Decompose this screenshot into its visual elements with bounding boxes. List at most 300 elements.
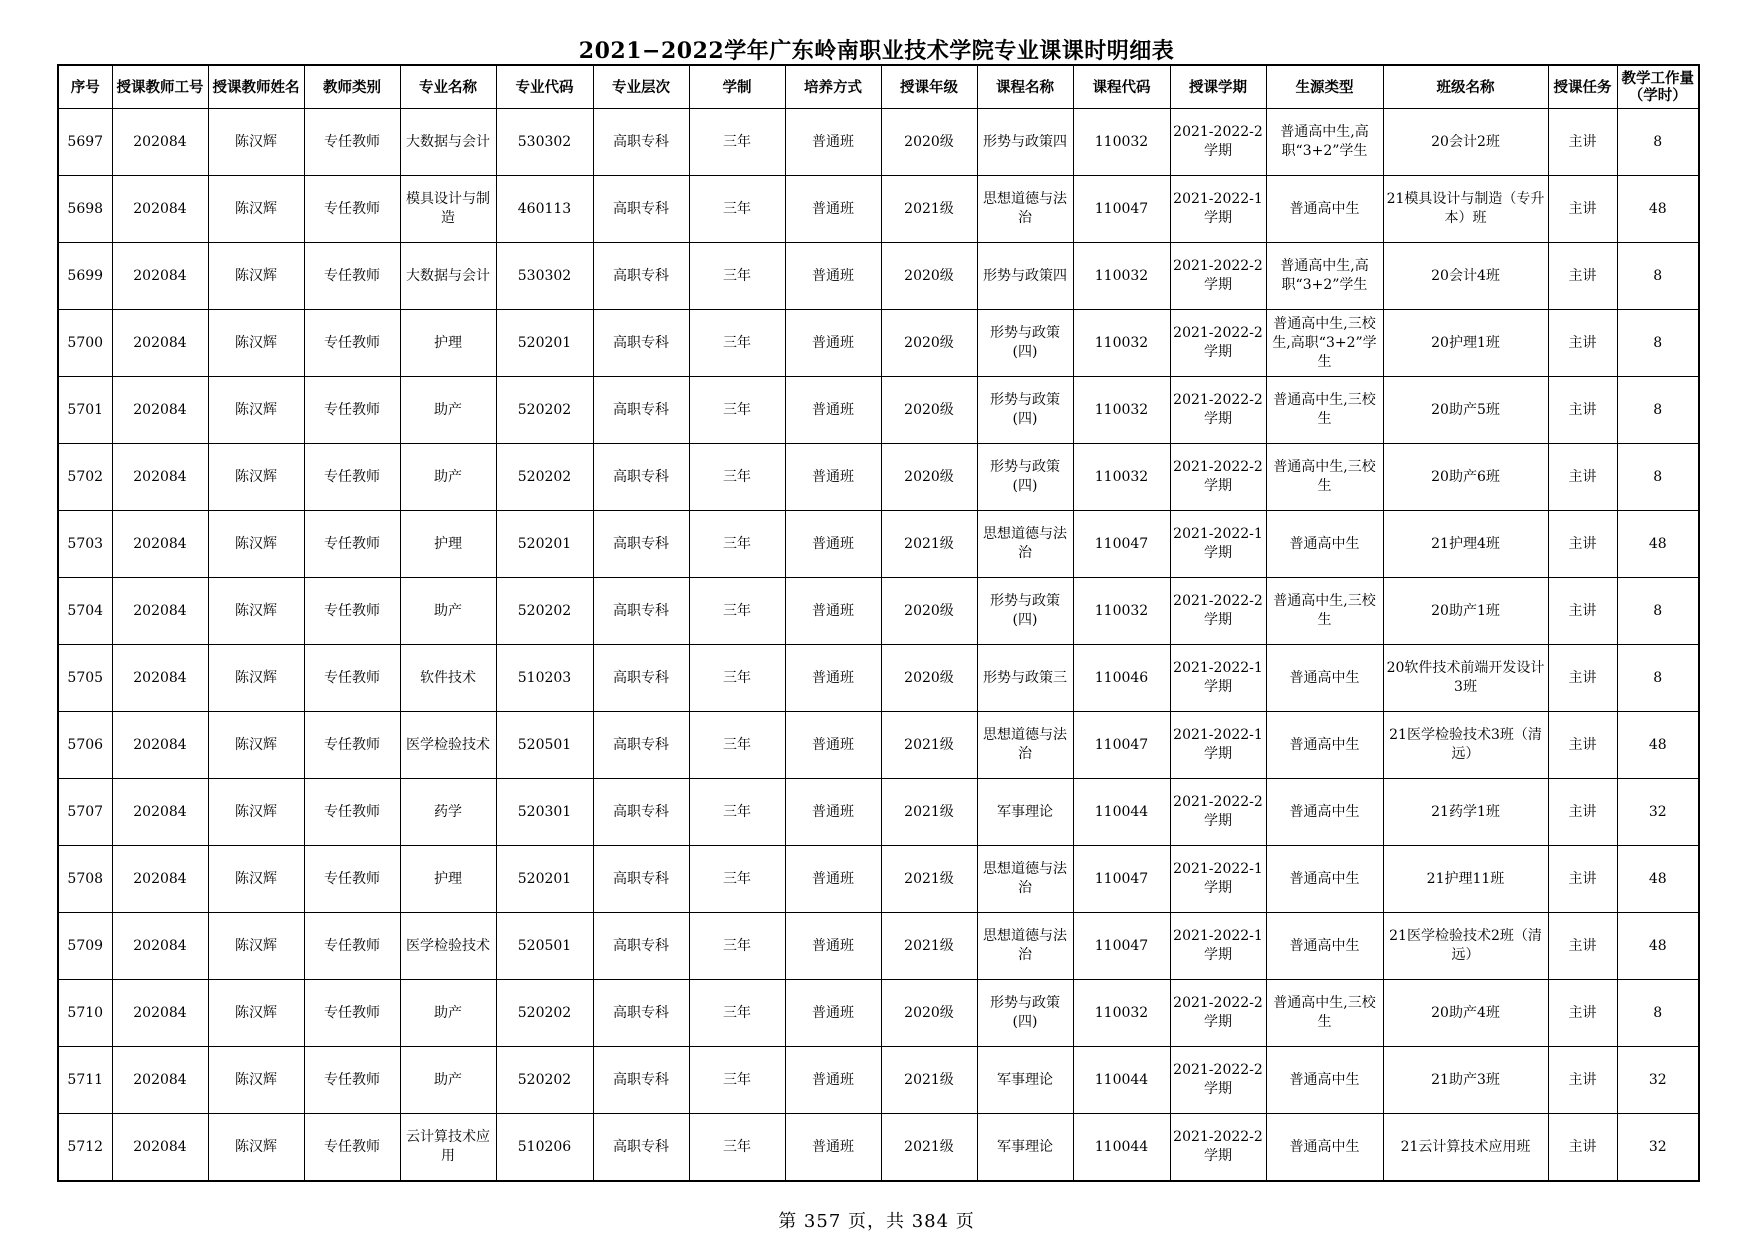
cell-teacher-name: 陈汉辉 (208, 779, 304, 846)
cell-course-code: 110047 (1073, 712, 1170, 779)
cell-duration: 三年 (689, 109, 785, 176)
cell-task: 主讲 (1548, 243, 1617, 310)
cell-class-name: 21云计算技术应用班 (1383, 1114, 1548, 1182)
cell-task: 主讲 (1548, 176, 1617, 243)
cell-major-level: 高职专科 (593, 779, 689, 846)
cell-major-code: 530302 (496, 109, 593, 176)
cell-major-name: 软件技术 (400, 645, 496, 712)
cell-semester: 2021-2022-2学期 (1170, 578, 1266, 645)
cell-teacher-name: 陈汉辉 (208, 176, 304, 243)
cell-index: 5709 (58, 913, 112, 980)
cell-student-source: 普通高中生,高职“3+2”学生 (1266, 243, 1383, 310)
cell-task: 主讲 (1548, 712, 1617, 779)
col-header-teacher-name: 授课教师姓名 (208, 65, 304, 109)
cell-student-source: 普通高中生,三校生 (1266, 578, 1383, 645)
col-header-workload: 教学工作量（学时） (1617, 65, 1699, 109)
cell-teacher-id: 202084 (112, 578, 208, 645)
cell-semester: 2021-2022-2学期 (1170, 310, 1266, 377)
cell-major-name: 医学检验技术 (400, 913, 496, 980)
cell-teacher-type: 专任教师 (304, 980, 400, 1047)
cell-task: 主讲 (1548, 846, 1617, 913)
cell-teacher-id: 202084 (112, 913, 208, 980)
cell-workload: 8 (1617, 109, 1699, 176)
cell-training-mode: 普通班 (785, 779, 881, 846)
cell-teacher-id: 202084 (112, 176, 208, 243)
cell-grade: 2021级 (881, 779, 977, 846)
cell-major-level: 高职专科 (593, 846, 689, 913)
cell-major-code: 520501 (496, 913, 593, 980)
cell-duration: 三年 (689, 779, 785, 846)
cell-index: 5704 (58, 578, 112, 645)
cell-course-code: 110047 (1073, 176, 1170, 243)
cell-class-name: 21护理4班 (1383, 511, 1548, 578)
cell-course-name: 形势与政策四 (977, 109, 1073, 176)
cell-teacher-name: 陈汉辉 (208, 578, 304, 645)
cell-workload: 32 (1617, 1047, 1699, 1114)
col-header-major-level: 专业层次 (593, 65, 689, 109)
cell-semester: 2021-2022-2学期 (1170, 1047, 1266, 1114)
cell-student-source: 普通高中生 (1266, 846, 1383, 913)
cell-major-level: 高职专科 (593, 578, 689, 645)
cell-training-mode: 普通班 (785, 1114, 881, 1182)
cell-grade: 2021级 (881, 913, 977, 980)
cell-training-mode: 普通班 (785, 310, 881, 377)
cell-grade: 2020级 (881, 243, 977, 310)
cell-duration: 三年 (689, 511, 785, 578)
cell-course-name: 形势与政策(四) (977, 980, 1073, 1047)
cell-student-source: 普通高中生,三校生 (1266, 444, 1383, 511)
cell-teacher-type: 专任教师 (304, 1114, 400, 1182)
cell-workload: 8 (1617, 578, 1699, 645)
table-row (58, 712, 1699, 779)
cell-major-level: 高职专科 (593, 243, 689, 310)
cell-training-mode: 普通班 (785, 578, 881, 645)
cell-teacher-id: 202084 (112, 377, 208, 444)
cell-semester: 2021-2022-2学期 (1170, 779, 1266, 846)
cell-training-mode: 普通班 (785, 645, 881, 712)
cell-grade: 2020级 (881, 377, 977, 444)
cell-semester: 2021-2022-2学期 (1170, 1114, 1266, 1182)
col-header-duration: 学制 (689, 65, 785, 109)
cell-grade: 2021级 (881, 712, 977, 779)
cell-course-name: 形势与政策四 (977, 243, 1073, 310)
cell-grade: 2021级 (881, 1047, 977, 1114)
cell-teacher-name: 陈汉辉 (208, 109, 304, 176)
cell-task: 主讲 (1548, 109, 1617, 176)
table-row (58, 176, 1699, 243)
cell-major-level: 高职专科 (593, 109, 689, 176)
cell-teacher-type: 专任教师 (304, 176, 400, 243)
cell-workload: 8 (1617, 377, 1699, 444)
cell-teacher-id: 202084 (112, 645, 208, 712)
cell-duration: 三年 (689, 444, 785, 511)
cell-semester: 2021-2022-1学期 (1170, 846, 1266, 913)
cell-teacher-name: 陈汉辉 (208, 645, 304, 712)
cell-index: 5707 (58, 779, 112, 846)
cell-course-code: 110047 (1073, 913, 1170, 980)
cell-grade: 2020级 (881, 578, 977, 645)
cell-teacher-name: 陈汉辉 (208, 980, 304, 1047)
cell-training-mode: 普通班 (785, 377, 881, 444)
cell-course-code: 110032 (1073, 444, 1170, 511)
cell-index: 5701 (58, 377, 112, 444)
cell-course-name: 形势与政策三 (977, 645, 1073, 712)
cell-major-code: 520201 (496, 846, 593, 913)
cell-teacher-id: 202084 (112, 310, 208, 377)
cell-class-name: 20助产4班 (1383, 980, 1548, 1047)
cell-teacher-id: 202084 (112, 511, 208, 578)
cell-workload: 32 (1617, 1114, 1699, 1182)
cell-teacher-id: 202084 (112, 243, 208, 310)
cell-course-code: 110046 (1073, 645, 1170, 712)
cell-workload: 48 (1617, 511, 1699, 578)
cell-class-name: 20助产5班 (1383, 377, 1548, 444)
cell-workload: 8 (1617, 444, 1699, 511)
cell-duration: 三年 (689, 243, 785, 310)
cell-teacher-name: 陈汉辉 (208, 511, 304, 578)
cell-major-name: 模具设计与制造 (400, 176, 496, 243)
cell-major-code: 530302 (496, 243, 593, 310)
cell-duration: 三年 (689, 645, 785, 712)
col-header-task: 授课任务 (1548, 65, 1617, 109)
cell-student-source: 普通高中生 (1266, 1114, 1383, 1182)
cell-student-source: 普通高中生,三校生 (1266, 980, 1383, 1047)
page-title: 2021−2022学年广东岭南职业技术学院专业课课时明细表 (578, 38, 1175, 64)
cell-semester: 2021-2022-1学期 (1170, 176, 1266, 243)
cell-workload: 48 (1617, 176, 1699, 243)
cell-student-source: 普通高中生 (1266, 645, 1383, 712)
cell-major-level: 高职专科 (593, 444, 689, 511)
cell-training-mode: 普通班 (785, 109, 881, 176)
cell-major-name: 助产 (400, 1047, 496, 1114)
col-header-course-name: 课程名称 (977, 65, 1073, 109)
cell-duration: 三年 (689, 578, 785, 645)
cell-teacher-name: 陈汉辉 (208, 1047, 304, 1114)
cell-task: 主讲 (1548, 980, 1617, 1047)
table-row (58, 1047, 1699, 1114)
cell-duration: 三年 (689, 1047, 785, 1114)
cell-major-code: 520301 (496, 779, 593, 846)
cell-major-code: 520202 (496, 1047, 593, 1114)
cell-major-name: 助产 (400, 578, 496, 645)
cell-course-name: 思想道德与法治 (977, 712, 1073, 779)
cell-major-name: 助产 (400, 980, 496, 1047)
cell-grade: 2020级 (881, 444, 977, 511)
course-hours-table (57, 64, 1700, 1182)
col-header-index: 序号 (58, 65, 112, 109)
cell-training-mode: 普通班 (785, 1047, 881, 1114)
cell-major-level: 高职专科 (593, 377, 689, 444)
cell-course-name: 军事理论 (977, 1047, 1073, 1114)
cell-teacher-id: 202084 (112, 846, 208, 913)
cell-course-code: 110032 (1073, 578, 1170, 645)
cell-course-name: 形势与政策(四) (977, 377, 1073, 444)
cell-duration: 三年 (689, 176, 785, 243)
cell-semester: 2021-2022-1学期 (1170, 645, 1266, 712)
cell-student-source: 普通高中生 (1266, 1047, 1383, 1114)
cell-major-level: 高职专科 (593, 645, 689, 712)
cell-grade: 2021级 (881, 176, 977, 243)
cell-task: 主讲 (1548, 1047, 1617, 1114)
cell-teacher-id: 202084 (112, 779, 208, 846)
cell-teacher-type: 专任教师 (304, 511, 400, 578)
cell-major-name: 护理 (400, 511, 496, 578)
cell-course-name: 军事理论 (977, 1114, 1073, 1182)
col-header-major-name: 专业名称 (400, 65, 496, 109)
cell-course-code: 110047 (1073, 511, 1170, 578)
table-row (58, 377, 1699, 444)
cell-class-name: 21医学检验技术2班（清远） (1383, 913, 1548, 980)
col-header-teacher-id: 授课教师工号 (112, 65, 208, 109)
cell-major-code: 510206 (496, 1114, 593, 1182)
cell-training-mode: 普通班 (785, 176, 881, 243)
cell-course-name: 思想道德与法治 (977, 913, 1073, 980)
col-header-grade: 授课年级 (881, 65, 977, 109)
cell-teacher-id: 202084 (112, 109, 208, 176)
cell-course-name: 思想道德与法治 (977, 846, 1073, 913)
cell-teacher-type: 专任教师 (304, 377, 400, 444)
cell-teacher-type: 专任教师 (304, 779, 400, 846)
cell-task: 主讲 (1548, 1114, 1617, 1182)
col-header-student-source: 生源类型 (1266, 65, 1383, 109)
cell-duration: 三年 (689, 980, 785, 1047)
cell-duration: 三年 (689, 310, 785, 377)
cell-task: 主讲 (1548, 779, 1617, 846)
cell-index: 5698 (58, 176, 112, 243)
cell-index: 5703 (58, 511, 112, 578)
cell-course-code: 110044 (1073, 779, 1170, 846)
table-row (58, 645, 1699, 712)
cell-student-source: 普通高中生,高职“3+2”学生 (1266, 109, 1383, 176)
table-header-row (58, 65, 1699, 109)
cell-grade: 2020级 (881, 109, 977, 176)
cell-major-name: 医学检验技术 (400, 712, 496, 779)
cell-teacher-type: 专任教师 (304, 913, 400, 980)
cell-major-code: 520202 (496, 377, 593, 444)
cell-training-mode: 普通班 (785, 980, 881, 1047)
col-header-class-name: 班级名称 (1383, 65, 1548, 109)
cell-workload: 8 (1617, 980, 1699, 1047)
cell-course-code: 110032 (1073, 980, 1170, 1047)
table-row (58, 846, 1699, 913)
cell-class-name: 21助产3班 (1383, 1047, 1548, 1114)
col-header-course-code: 课程代码 (1073, 65, 1170, 109)
cell-semester: 2021-2022-2学期 (1170, 109, 1266, 176)
cell-teacher-type: 专任教师 (304, 645, 400, 712)
cell-teacher-type: 专任教师 (304, 243, 400, 310)
cell-teacher-id: 202084 (112, 444, 208, 511)
cell-student-source: 普通高中生 (1266, 779, 1383, 846)
cell-student-source: 普通高中生 (1266, 712, 1383, 779)
cell-index: 5697 (58, 109, 112, 176)
cell-course-name: 形势与政策(四) (977, 310, 1073, 377)
table-row (58, 511, 1699, 578)
col-header-major-code: 专业代码 (496, 65, 593, 109)
cell-task: 主讲 (1548, 645, 1617, 712)
cell-teacher-name: 陈汉辉 (208, 243, 304, 310)
cell-index: 5710 (58, 980, 112, 1047)
cell-teacher-type: 专任教师 (304, 444, 400, 511)
cell-major-code: 510203 (496, 645, 593, 712)
cell-training-mode: 普通班 (785, 444, 881, 511)
cell-teacher-name: 陈汉辉 (208, 913, 304, 980)
table-row (58, 1114, 1699, 1182)
cell-student-source: 普通高中生,三校生 (1266, 377, 1383, 444)
cell-teacher-type: 专任教师 (304, 578, 400, 645)
cell-training-mode: 普通班 (785, 511, 881, 578)
cell-major-level: 高职专科 (593, 980, 689, 1047)
cell-semester: 2021-2022-2学期 (1170, 444, 1266, 511)
cell-semester: 2021-2022-2学期 (1170, 377, 1266, 444)
cell-teacher-type: 专任教师 (304, 712, 400, 779)
cell-workload: 8 (1617, 243, 1699, 310)
cell-index: 5699 (58, 243, 112, 310)
cell-workload: 48 (1617, 846, 1699, 913)
cell-major-name: 大数据与会计 (400, 109, 496, 176)
cell-course-name: 形势与政策(四) (977, 578, 1073, 645)
cell-grade: 2020级 (881, 645, 977, 712)
cell-teacher-id: 202084 (112, 1047, 208, 1114)
cell-grade: 2020级 (881, 310, 977, 377)
cell-teacher-id: 202084 (112, 980, 208, 1047)
cell-grade: 2021级 (881, 511, 977, 578)
cell-major-level: 高职专科 (593, 712, 689, 779)
cell-workload: 32 (1617, 779, 1699, 846)
cell-teacher-id: 202084 (112, 1114, 208, 1182)
cell-grade: 2021级 (881, 1114, 977, 1182)
cell-class-name: 21医学检验技术3班（清远） (1383, 712, 1548, 779)
cell-index: 5702 (58, 444, 112, 511)
table-row (58, 779, 1699, 846)
cell-grade: 2020级 (881, 980, 977, 1047)
cell-duration: 三年 (689, 913, 785, 980)
cell-training-mode: 普通班 (785, 712, 881, 779)
cell-major-code: 460113 (496, 176, 593, 243)
cell-teacher-type: 专任教师 (304, 1047, 400, 1114)
cell-semester: 2021-2022-1学期 (1170, 712, 1266, 779)
cell-class-name: 21药学1班 (1383, 779, 1548, 846)
cell-teacher-id: 202084 (112, 712, 208, 779)
cell-task: 主讲 (1548, 913, 1617, 980)
cell-major-code: 520202 (496, 980, 593, 1047)
cell-semester: 2021-2022-1学期 (1170, 913, 1266, 980)
cell-task: 主讲 (1548, 444, 1617, 511)
cell-task: 主讲 (1548, 310, 1617, 377)
cell-index: 5711 (58, 1047, 112, 1114)
cell-course-code: 110044 (1073, 1047, 1170, 1114)
cell-major-code: 520202 (496, 578, 593, 645)
cell-index: 5712 (58, 1114, 112, 1182)
cell-major-level: 高职专科 (593, 1047, 689, 1114)
cell-course-name: 思想道德与法治 (977, 511, 1073, 578)
cell-duration: 三年 (689, 377, 785, 444)
cell-class-name: 20会计4班 (1383, 243, 1548, 310)
cell-course-name: 形势与政策(四) (977, 444, 1073, 511)
cell-training-mode: 普通班 (785, 243, 881, 310)
page-number: 第 357 页，共 384 页 (778, 1211, 975, 1232)
cell-major-name: 助产 (400, 444, 496, 511)
cell-course-code: 110032 (1073, 310, 1170, 377)
table-row (58, 109, 1699, 176)
cell-task: 主讲 (1548, 511, 1617, 578)
cell-class-name: 20护理1班 (1383, 310, 1548, 377)
cell-student-source: 普通高中生,三校生,高职“3+2”学生 (1266, 310, 1383, 377)
cell-workload: 48 (1617, 913, 1699, 980)
cell-major-level: 高职专科 (593, 1114, 689, 1182)
cell-task: 主讲 (1548, 377, 1617, 444)
cell-duration: 三年 (689, 846, 785, 913)
cell-workload: 8 (1617, 310, 1699, 377)
cell-task: 主讲 (1548, 578, 1617, 645)
cell-class-name: 21护理11班 (1383, 846, 1548, 913)
cell-course-name: 军事理论 (977, 779, 1073, 846)
cell-major-level: 高职专科 (593, 176, 689, 243)
table-row (58, 310, 1699, 377)
cell-major-name: 助产 (400, 377, 496, 444)
cell-course-code: 110047 (1073, 846, 1170, 913)
cell-major-level: 高职专科 (593, 913, 689, 980)
cell-teacher-name: 陈汉辉 (208, 310, 304, 377)
cell-duration: 三年 (689, 1114, 785, 1182)
cell-teacher-type: 专任教师 (304, 310, 400, 377)
cell-major-level: 高职专科 (593, 511, 689, 578)
cell-semester: 2021-2022-1学期 (1170, 511, 1266, 578)
cell-course-name: 思想道德与法治 (977, 176, 1073, 243)
cell-semester: 2021-2022-2学期 (1170, 243, 1266, 310)
cell-training-mode: 普通班 (785, 846, 881, 913)
table-row (58, 243, 1699, 310)
table-row (58, 578, 1699, 645)
cell-index: 5708 (58, 846, 112, 913)
cell-major-name: 护理 (400, 310, 496, 377)
cell-major-code: 520501 (496, 712, 593, 779)
cell-index: 5706 (58, 712, 112, 779)
cell-course-code: 110044 (1073, 1114, 1170, 1182)
cell-major-name: 护理 (400, 846, 496, 913)
table-row (58, 444, 1699, 511)
cell-class-name: 21模具设计与制造（专升本）班 (1383, 176, 1548, 243)
cell-student-source: 普通高中生 (1266, 511, 1383, 578)
table-body (58, 109, 1699, 1182)
cell-major-name: 大数据与会计 (400, 243, 496, 310)
cell-semester: 2021-2022-2学期 (1170, 980, 1266, 1047)
col-header-teacher-type: 教师类别 (304, 65, 400, 109)
cell-class-name: 20助产1班 (1383, 578, 1548, 645)
cell-course-code: 110032 (1073, 243, 1170, 310)
col-header-semester: 授课学期 (1170, 65, 1266, 109)
cell-teacher-name: 陈汉辉 (208, 377, 304, 444)
cell-teacher-name: 陈汉辉 (208, 444, 304, 511)
cell-teacher-type: 专任教师 (304, 846, 400, 913)
cell-major-code: 520201 (496, 511, 593, 578)
cell-teacher-name: 陈汉辉 (208, 712, 304, 779)
cell-index: 5705 (58, 645, 112, 712)
cell-course-code: 110032 (1073, 377, 1170, 444)
cell-class-name: 20助产6班 (1383, 444, 1548, 511)
cell-teacher-name: 陈汉辉 (208, 846, 304, 913)
cell-major-code: 520202 (496, 444, 593, 511)
cell-duration: 三年 (689, 712, 785, 779)
cell-course-code: 110032 (1073, 109, 1170, 176)
table-row (58, 913, 1699, 980)
cell-index: 5700 (58, 310, 112, 377)
cell-major-name: 云计算技术应用 (400, 1114, 496, 1182)
table-row (58, 980, 1699, 1047)
cell-teacher-type: 专任教师 (304, 109, 400, 176)
cell-major-name: 药学 (400, 779, 496, 846)
col-header-training-mode: 培养方式 (785, 65, 881, 109)
cell-student-source: 普通高中生 (1266, 176, 1383, 243)
